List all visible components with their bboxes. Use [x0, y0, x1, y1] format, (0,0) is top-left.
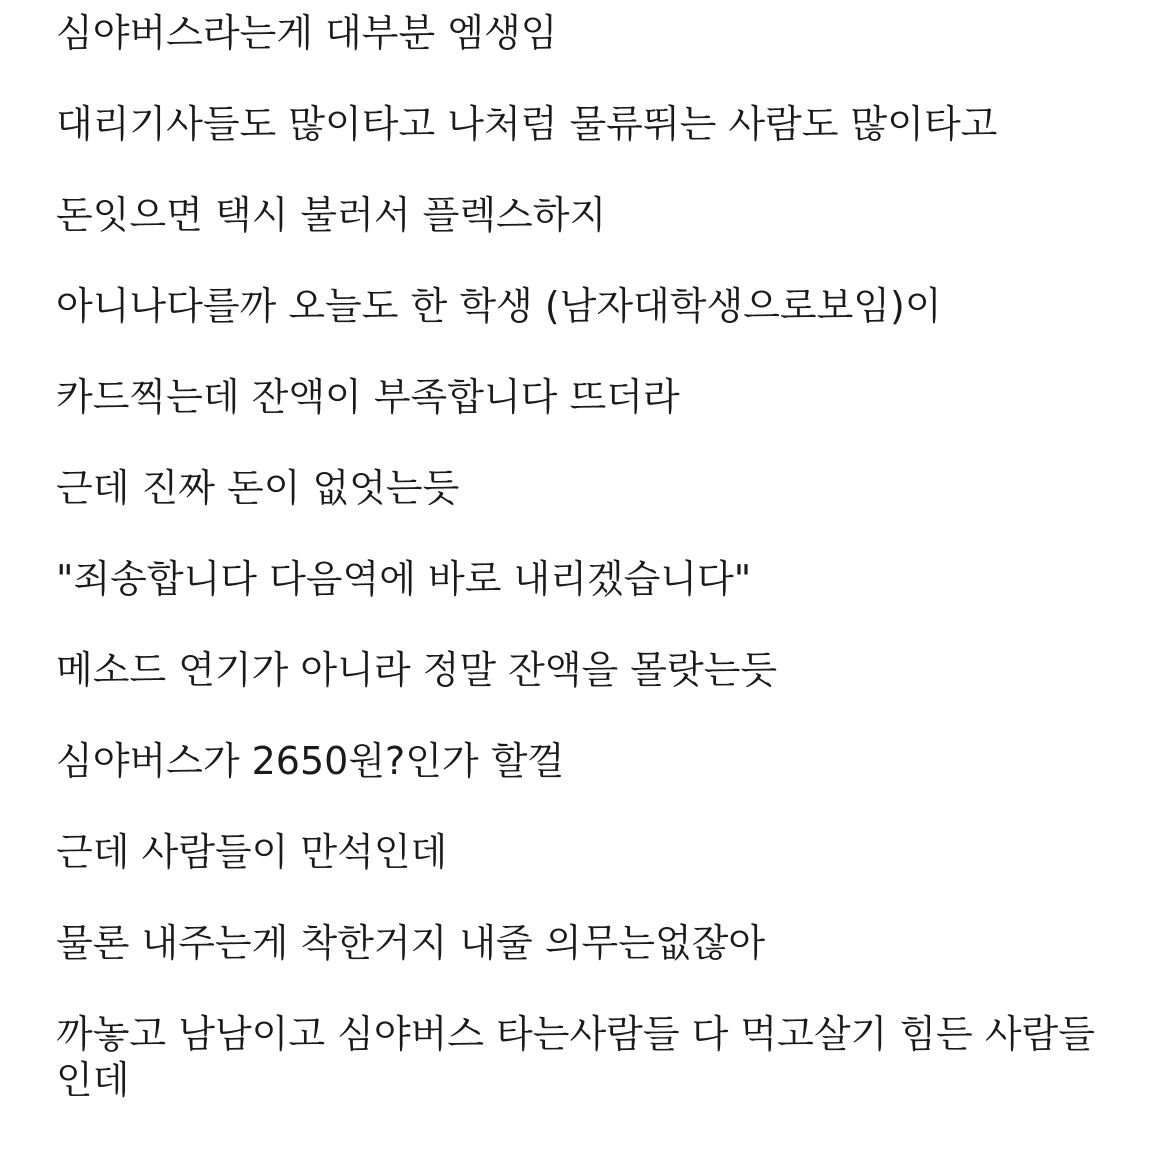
post-line: 대리기사들도 많이타고 나처럼 물류뛰는 사람도 많이타고 [56, 102, 998, 146]
post-line: 카드찍는데 잔액이 부족합니다 뜨더라 [56, 375, 680, 419]
post-line: "죄송합니다 다음역에 바로 내리겠습니다" [56, 557, 752, 601]
post-line: 근데 사람들이 만석인데 [56, 830, 448, 874]
post-line: 심야버스라는게 대부분 엠생임 [56, 11, 558, 55]
post-line: 심야버스가 2650원?인가 할껄 [56, 739, 565, 783]
post-body [56, 10, 1116, 1103]
post-line: 메소드 연기가 아니라 정말 잔액을 몰랏는듯 [56, 648, 778, 692]
post-line: 돈잇으면 택시 불러서 플렉스하지 [56, 193, 607, 237]
post-line: 아니나다를까 오늘도 한 학생 (남자대학생으로보임)이 [56, 284, 942, 328]
post-line: 근데 진짜 돈이 없엇는듯 [56, 466, 460, 510]
post-line: 물론 내주는게 착한거지 내줄 의무는없잖아 [56, 921, 766, 965]
post-line: 까놓고 남남이고 심야버스 타는사람들 다 먹고살기 힘든 사람들인데 [56, 1012, 1095, 1102]
